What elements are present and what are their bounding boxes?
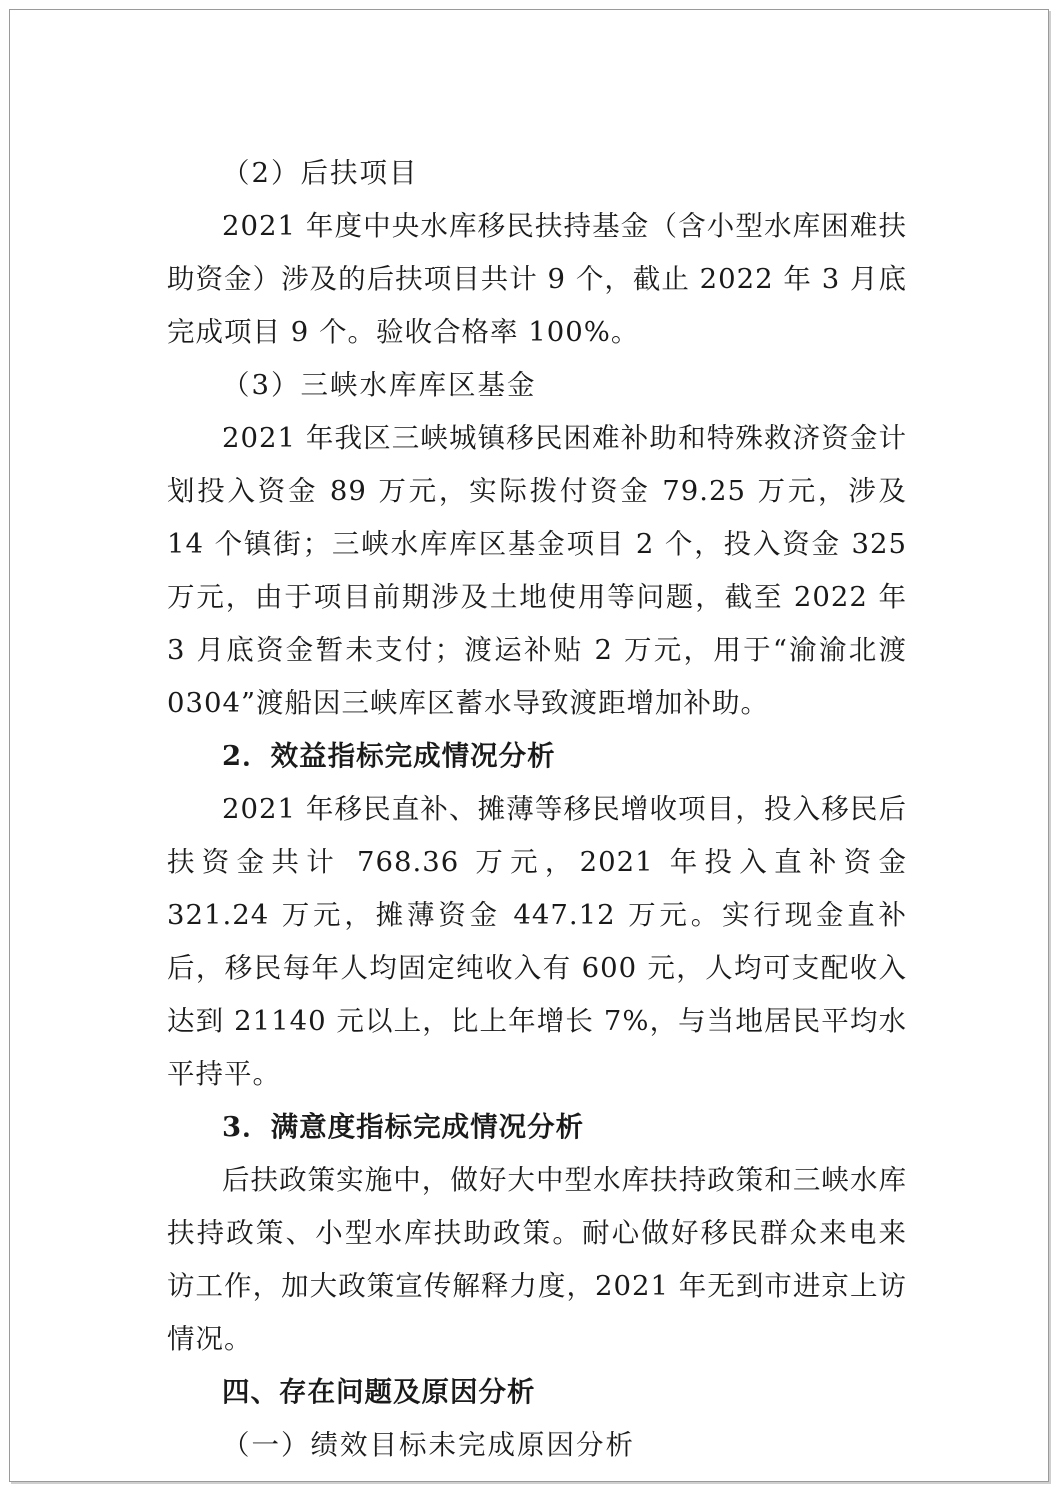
sub-heading-three-gorges-fund: （3）三峡水库库区基金 — [222, 369, 537, 401]
document-body — [167, 147, 907, 1472]
paragraph-three-gorges-fund: 2021 年我区三峡城镇移民困难补助和特殊救济资金计划投入资金 89 万元，实际拨付资金 79.25 万元，涉及 14 个镇街；三峡水库库区基金项目 2 个，投入资金 325 万元，由于项目前期涉及土地使用等问题，截至 2022 年 3 月底资金暂未支付；渡运补贴 2 万元，用于“渝渝北渡 0304”渡船因三峡库区蓄水导致渡距增加补助。 — [167, 422, 907, 719]
sub-heading-follow-up-projects: （2）后扶项目 — [222, 157, 419, 189]
document-page — [9, 9, 1049, 1482]
heading-problems-analysis: 四、存在问题及原因分析 — [222, 1376, 536, 1408]
heading-benefit-indicators: 2．效益指标完成情况分析 — [222, 740, 556, 772]
sub-heading-unmet-targets: （一）绩效目标未完成原因分析 — [222, 1429, 635, 1461]
paragraph-satisfaction-indicators: 后扶政策实施中，做好大中型水库扶持政策和三峡水库扶持政策、小型水库扶助政策。耐心做好移民群众来电来访工作，加大政策宣传解释力度，2021 年无到市进京上访情况。 — [167, 1164, 907, 1355]
heading-satisfaction-indicators: 3．满意度指标完成情况分析 — [222, 1111, 585, 1143]
paragraph-follow-up-projects: 2021 年度中央水库移民扶持基金（含小型水库困难扶助资金）涉及的后扶项目共计 9 个，截止 2022 年 3 月底完成项目 9 个。验收合格率 100%。 — [167, 210, 907, 348]
paragraph-benefit-indicators: 2021 年移民直补、摊薄等移民增收项目，投入移民后扶资金共计 768.36 万元，2021 年投入直补资金 321.24 万元，摊薄资金 447.12 万元。实行现金直补后，移民每年人均固定纯收入有 600 元，人均可支配收入达到 21140 元以上，比上年增长 7%，与当地居民平均水平持平。 — [167, 793, 907, 1090]
